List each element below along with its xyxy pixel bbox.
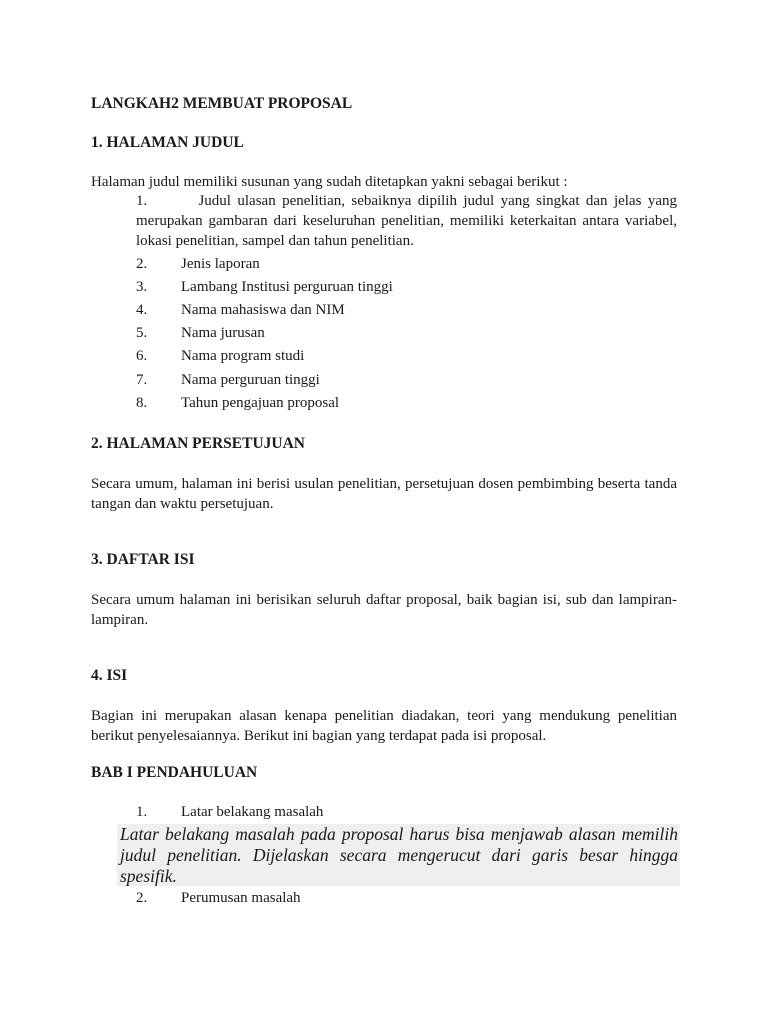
section-heading-halaman-persetujuan: 2. HALAMAN PERSETUJUAN [91,435,305,452]
list-item: Lambang Institusi perguruan tinggi [181,279,393,295]
list-item-1: 1. Judul ulasan penelitian, sebaiknya dipilih judul yang singkat dan jelas yang merupakan gambaran dari keseluruhan penelitian, memiliki keterkaitan antara variabel, lokasi penelitian, sampel dan tahun penelitian. [136,193,681,249]
section-heading-daftar-isi: 3. DAFTAR ISI [91,551,195,568]
callout-text: Latar belakang masalah pada proposal harus bisa menjawab alasan memilih judul penelitian. Dijelaskan secara mengerucut dari garis besar hingga spesifik. [120,824,678,886]
list-number: 7. [136,372,148,388]
section-heading-halaman-judul: 1. HALAMAN JUDUL [91,134,244,151]
list-item: Nama jurusan [181,325,265,341]
section-body-isi: Bagian ini merupakan alasan kenapa penelitian diadakan, teori yang mendukung penelitian berikut penyelesaiannya. Berikut ini bagian yang terdapat pada isi proposal. [91,708,677,744]
list-item: Nama mahasiswa dan NIM [181,302,345,318]
section-heading-bab-1: BAB I PENDAHULUAN [91,764,258,781]
list-item-perumusan-masalah: Perumusan masalah [181,890,301,906]
list-number: 8. [136,395,148,411]
list-item: Tahun pengajuan proposal [181,395,340,411]
list-number: 2. [136,256,148,272]
list-number: 1. [136,804,148,820]
document-title: LANGKAH2 MEMBUAT PROPOSAL [91,95,353,112]
list-number: 2. [136,890,148,906]
section-intro: Halaman judul memiliki susunan yang sudah ditetapkan yakni sebagai berikut : [91,174,568,190]
section-heading-isi: 4. ISI [91,667,128,684]
list-number: 6. [136,348,148,364]
list-item: Jenis laporan [181,256,260,272]
section-body-daftar-isi: Secara umum halaman ini berisikan seluruh daftar proposal, baik bagian isi, sub dan lampiran-lampiran. [91,592,677,628]
list-number: 3. [136,279,148,295]
section-body-persetujuan: Secara umum, halaman ini berisi usulan penelitian, persetujuan dosen pembimbing beserta tanda tangan dan waktu persetujuan. [91,476,677,512]
list-number: 4. [136,302,148,318]
list-item: Nama program studi [181,348,305,364]
list-item-latar-belakang: Latar belakang masalah [181,804,324,820]
list-item: Nama perguruan tinggi [181,372,320,388]
list-number: 5. [136,325,148,341]
